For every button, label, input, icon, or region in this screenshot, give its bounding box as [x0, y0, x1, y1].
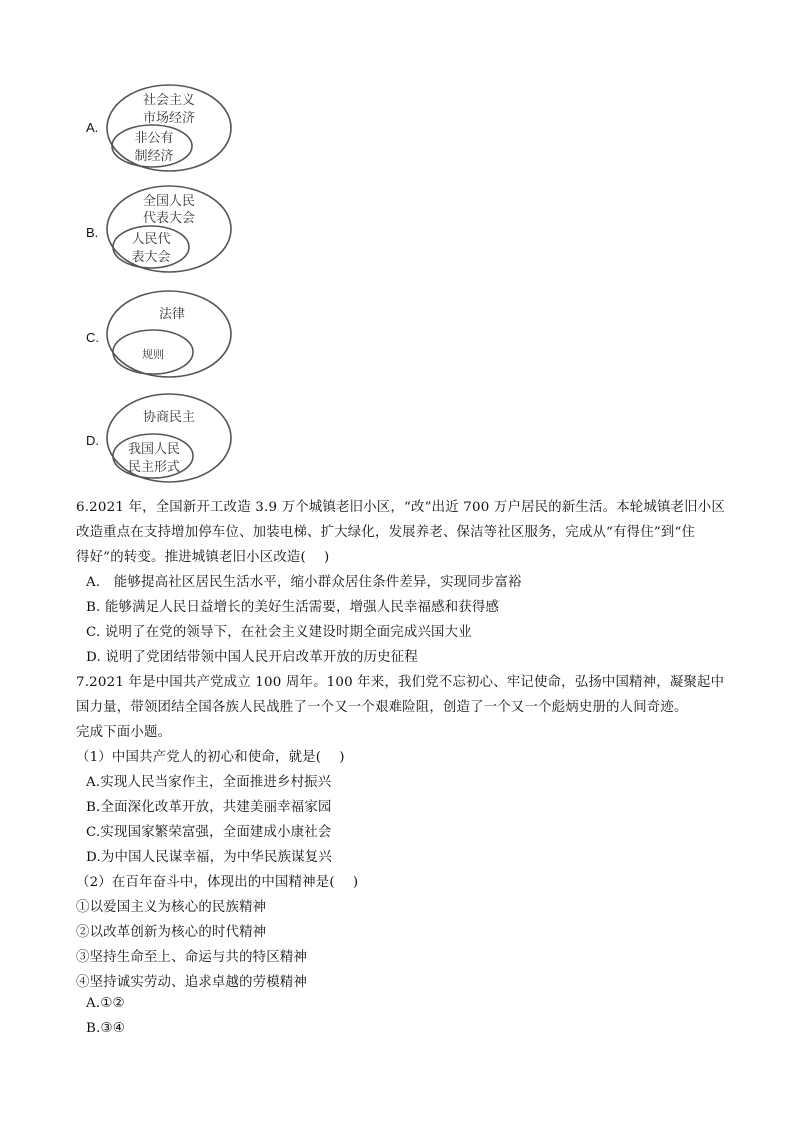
q6-stem-line-3: 得好”的转变。推进城镇老旧小区改造( ) [76, 550, 330, 565]
q7-sub1-option-a: A.实现人民当家作主，全面推进乡村振兴 [86, 775, 332, 790]
q7-sub2-statement-1: ①以爱国主义为核心的民族精神 [76, 900, 267, 915]
q7-sub1-option-c: C.实现国家繁荣富强，全面建成小康社会 [86, 825, 332, 840]
inner-label-line: 规则 [142, 348, 164, 361]
outer-label-line: 市场经济 [142, 111, 196, 126]
option-c-diagram [86, 290, 246, 380]
option-d-diagram [86, 393, 246, 485]
inner-label-line: 人民代 [131, 232, 171, 247]
outer-label-line: 法律 [158, 307, 186, 322]
q7-sub2-option-b: B.③④ [86, 1021, 125, 1036]
venn-diagram-c [106, 290, 236, 380]
q6-stem-line-2: 改造重点在支持增加停车位、加装电梯、扩大绿化，发展养老、保洁等社区服务，完成从“有得住”到“住 [76, 525, 696, 540]
inner-label-line: 我国人民 [127, 442, 181, 457]
inner-label-line: 制经济 [134, 149, 174, 164]
option-letter: A. [86, 120, 99, 135]
q7-sub2-statement-3: ③坚持生命至上、命运与共的特区精神 [76, 950, 308, 965]
q7-stem-line-2: 国力量，带领团结全国各族人民战胜了一个又一个艰难险阻，创造了一个又一个彪炳史册的人间奇迹。 [76, 700, 688, 715]
outer-label-line: 协商民主 [142, 410, 196, 425]
q7-sub2-option-a: A.①② [86, 996, 125, 1011]
venn-diagram-b [106, 185, 236, 275]
q7-sub1-option-d: D.为中国人民谋幸福，为中华民族谋复兴 [86, 850, 332, 865]
q7-stem-line-3: 完成下面小题。 [76, 725, 172, 740]
q7-sub2-statement-2: ②以改革创新为核心的时代精神 [76, 925, 267, 940]
inner-label-line: 民主形式 [127, 460, 181, 475]
q6-option-c: C. 说明了在党的领导下，在社会主义建设时期全面完成兴国大业 [86, 625, 472, 640]
q7-stem-line-1: 7.2021 年是中国共产党成立 100 周年。100 年来，我们党不忘初心、牢记使命，弘扬中国精神，凝聚起中 [76, 675, 725, 690]
q6-option-a: A. 能够提高社区居民生活水平，缩小群众居住条件差异，实现同步富裕 [86, 575, 522, 590]
q7-sub2-question: （2）在百年奋斗中，体现出的中国精神是( ) [76, 875, 359, 890]
option-letter: C. [86, 330, 99, 345]
outer-label-line: 全国人民 [142, 194, 196, 209]
inner-label-line: 表大会 [131, 250, 171, 265]
q6-stem-line-1: 6.2021 年，全国新开工改造 3.9 万个城镇老旧小区，“改”出近 700 万户居民的新生活。本轮城镇老旧小区 [76, 500, 725, 515]
q7-sub1-option-b: B.全面深化改革开放，共建美丽幸福家园 [86, 800, 332, 815]
option-b-diagram [86, 185, 246, 275]
q7-sub2-statement-4: ④坚持诚实劳动、追求卓越的劳模精神 [76, 975, 308, 990]
venn-diagram-a [106, 84, 236, 174]
option-letter: D. [86, 433, 99, 448]
option-a-diagram [86, 84, 246, 174]
inner-label-line: 非公有 [134, 131, 174, 146]
q7-sub1-question: （1）中国共产党人的初心和使命，就是( ) [76, 750, 345, 765]
outer-label-line: 代表大会 [142, 211, 196, 226]
option-letter: B. [86, 225, 99, 240]
q6-option-b: B. 能够满足人民日益增长的美好生活需要，增强人民幸福感和获得感 [86, 600, 500, 615]
outer-label-line: 社会主义 [142, 93, 196, 108]
venn-diagram-d [106, 393, 236, 485]
q6-option-d: D. 说明了党团结带领中国人民开启改革开放的历史征程 [86, 650, 418, 665]
